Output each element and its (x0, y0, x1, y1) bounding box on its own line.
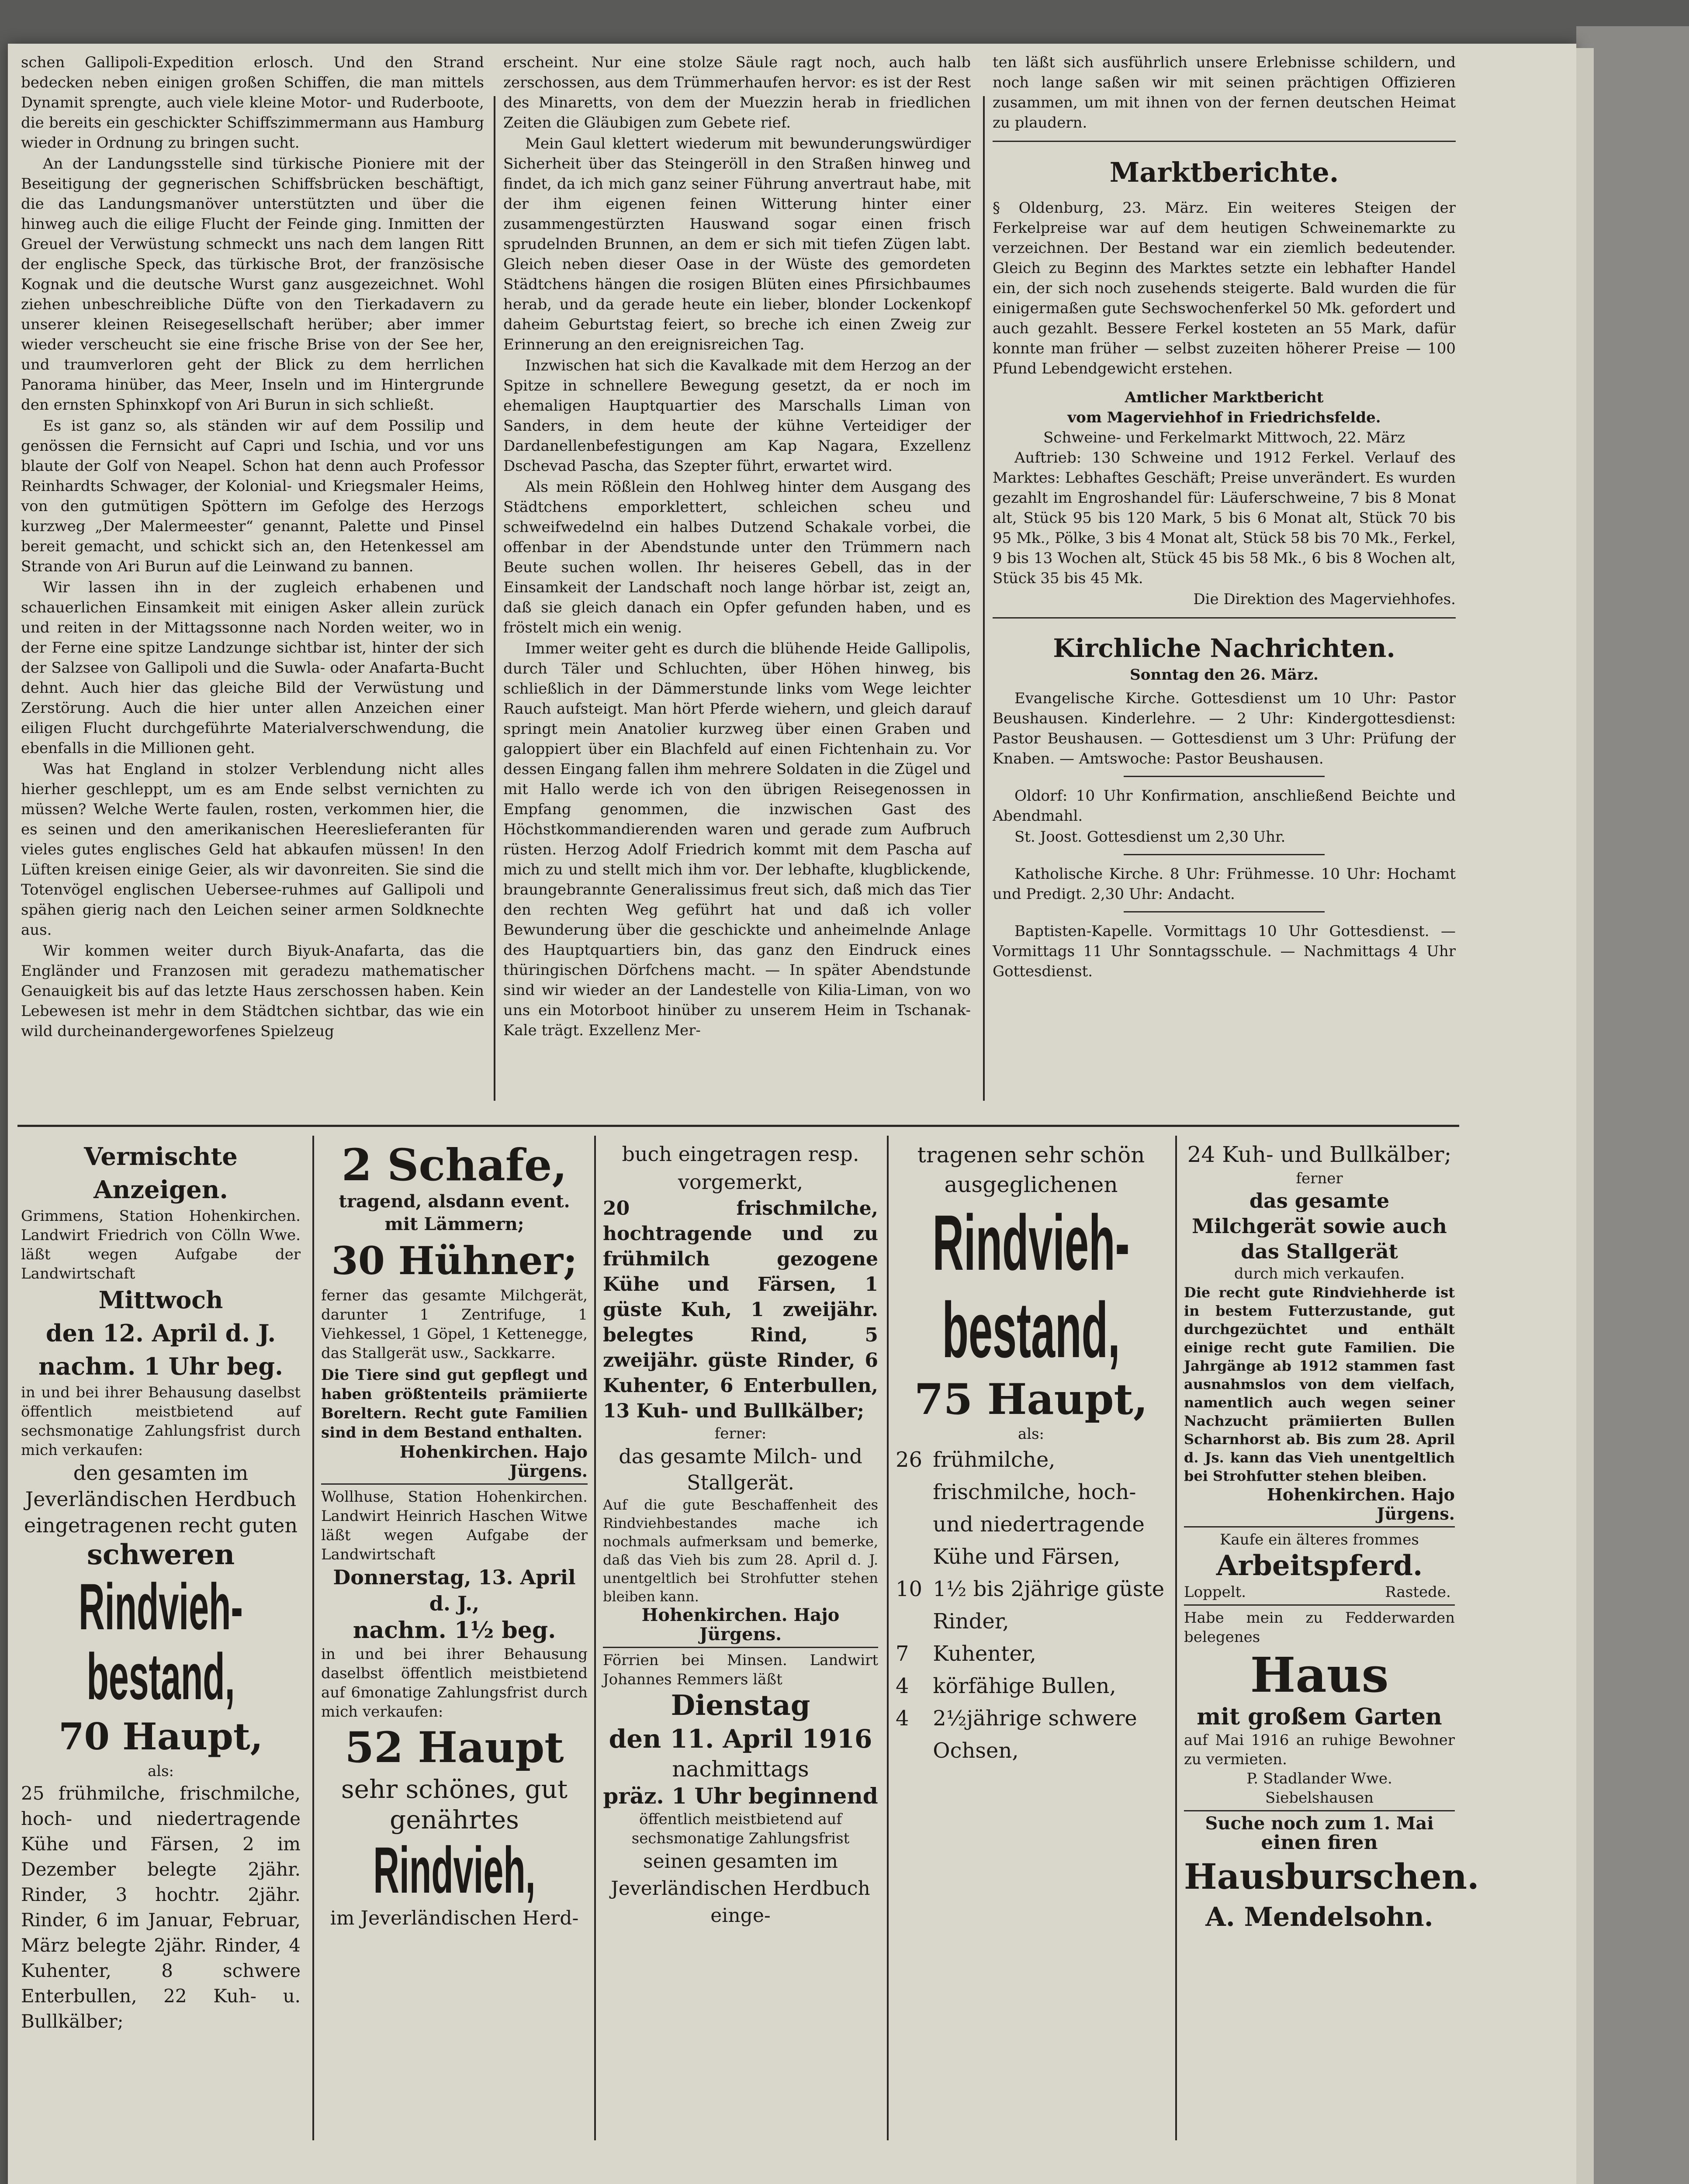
auction-ad-1 (21, 1140, 301, 2034)
ad-big-text: bestand, (87, 1640, 235, 1713)
ad-item (896, 1573, 1166, 1638)
auction-ad-3 (603, 1140, 878, 1929)
ad-big-text: Hausburschen. (1184, 1856, 1479, 1897)
ad-signature: A. Mendelsohn. (1205, 1902, 1433, 1932)
ad-big-text: Arbeitspferd. (1216, 1549, 1423, 1582)
auction-ad-2 (321, 1140, 588, 1932)
church-date: Sonntag den 26. März. (1130, 666, 1319, 684)
ad-day: Dienstag (671, 1689, 810, 1722)
ad-divider (1175, 1136, 1177, 2140)
ad-time: nachmittags (672, 1756, 809, 1782)
ad-separator (321, 1483, 588, 1485)
ad-divider (312, 1136, 314, 2140)
ad-text: im Jeverländischen Herd- (330, 1907, 579, 1929)
section-divider (993, 141, 1456, 142)
ad-item-text: körfähige Bullen, (933, 1674, 1116, 1698)
article-paragraph: Immer weiter geht es durch die blühende Heide Gallipolis, durch Täler und Schluchten, über Höhen hinweg, bis schließlich in der Dämmerstunde links vom Wege leichter Rauch aufsteigt. Man hört Pferde wiehern, und gleich darauf springt mein Anatolier kurzweg über einen Graben und galoppiert über ein Blachfeld auf einen Fichtenhain zu. Vor dessen Eingang fallen ihm mehrere Soldaten in die Zügel und mit Hallo werde ich von den übrigen Reisegenossen in Empfang genommen, die inzwischen Gast des Höchstkommandierenden waren und gerade zum Aufbruch rüsten. Herzog Adolf Friedrich kommt mit dem Pascha auf mich zu und stellt mich ihm vor. Der lebhafte, klugblickende, braungebrannte Generalissimus freut sich, daß mich das Tier den rechten Weg geführt hat und daß ich voller Bewunderung über die geschickte und anheimelnde Anlage des Hauptquartiers bin, das ganz den Eindruck eines thüringischen Dörfchens macht. — In später Abendstunde sind wir wieder an der Landestelle von Kilia-Liman, von wo uns ein Motorboot hinüber zu unserem Heim in Tschanak-Kale trägt. Exzellenz Mer- (503, 640, 971, 1039)
church-paragraph: Evangelische Kirche. Gottesdienst um 10 Uhr: Pastor Beushausen. Kinderlehre. — 2 Uhr: Kindergottesdienst: Pastor Beushausen. — Gottesdienst um 3 Uhr: Prüfung der Knaben. — Amtswoche: Pastor Beushausen. (993, 690, 1456, 767)
ads-heading: Vermischte Anzeigen. (84, 1142, 238, 1204)
section-divider (1124, 911, 1325, 912)
ad-divider (594, 1136, 596, 2140)
ad-day: Mittwoch (98, 1286, 223, 1314)
ad-text: Die recht gute Rindviehherde ist in bestem Futterzustande, gut durchgezüchtet und enthält einige recht gute Familien. Die Jahrgänge ab 1912 stammen fast ausnahmslos von dem vielfach, namentlich auch wegen seiner Nachzucht prämiierten Bullen Scharnhorst ab. Bis zum 28. April d. Js. kann das Vieh unentgeltlich bei Strohfutter stehen bleiben. (1184, 1284, 1455, 1484)
ad-text: Suche noch zum 1. Mai (1205, 1813, 1434, 1834)
article-paragraph: ten läßt sich ausführlich unsere Erlebnisse schildern, und noch lange saßen wir mit seinen prächtigen Offizieren zusammen, um mit ihnen von der fernen deutschen Heimat zu plaudern. (993, 54, 1456, 131)
church-paragraph: Baptisten-Kapelle. Vormittags 10 Uhr Gottesdienst. — Vormittags 11 Uhr Sonntagsschule. — Nachmittags 4 Uhr Gottesdienst. (993, 923, 1456, 980)
ad-item (896, 1638, 1166, 1670)
ad-time: nachm. 1 Uhr beg. (38, 1352, 283, 1380)
article-column-2 (503, 52, 971, 1041)
ad-item (896, 1444, 1166, 1573)
ad-date: den 12. April d. J. (45, 1319, 276, 1347)
ad-item (896, 1702, 1166, 1767)
ad-text: Habe mein zu Fedderwarden belegenes (1184, 1609, 1455, 1646)
ad-text: durch mich verkaufen. (1234, 1265, 1405, 1282)
ad-text: als: (1018, 1425, 1045, 1443)
ad-text: den gesamten im Jeverländischen Herdbuch eingetragenen recht guten (24, 1461, 298, 1537)
ad-big-text: 30 Hühner; (331, 1238, 578, 1283)
article-paragraph: Inzwischen hat sich die Kavalkade mit dem Herzog an der Spitze in schnellere Bewegung gesetzt, da er noch im ehemaligen Hauptquartier des Marschalls Liman von Sanders, in dem heute der kühne Verteidiger der Dardanellenbefestigungen am Kap Nagara, Exzellenz Dschevad Pascha, das Szepter führt, erwartet wird. (503, 357, 971, 475)
ad-text: Rastede. (1385, 1583, 1451, 1601)
ad-text: ferner: (714, 1425, 767, 1442)
ad-time: präz. 1 Uhr beginnend (603, 1783, 878, 1809)
ad-text: einen firen (1261, 1832, 1378, 1854)
church-paragraph: St. Joost. Gottesdienst um 2,30 Uhr. (1014, 828, 1286, 846)
ad-item-number: 7 (896, 1641, 909, 1666)
church-heading: Kirchliche Nachrichten. (1053, 633, 1395, 663)
ads-divider (17, 1125, 1459, 1127)
article-column-1 (21, 52, 484, 1042)
ad-separator (1184, 1604, 1455, 1606)
ad-item-text: Kuhenter, (933, 1641, 1036, 1666)
ad-big-text: 2 Schafe, (341, 1139, 568, 1191)
church-paragraph: Katholische Kirche. 8 Uhr: Frühmesse. 10 Uhr: Hochamt und Predigt. 2,30 Uhr: Andacht. (993, 865, 1456, 903)
ad-text: in und bei ihrer Behausung daselbst öffentlich meistbietend auf sechsmonatige Zahlungsfrist durch mich verkaufen: (21, 1384, 301, 1459)
ad-big-text: Rindvieh- (932, 1199, 1130, 1287)
ad-text: Loppelt. (1184, 1583, 1246, 1601)
ad-big-text: bestand, (942, 1286, 1120, 1374)
market-subheading: Amtlicher Marktbericht (1125, 389, 1324, 406)
ad-separator (603, 1647, 878, 1648)
ad-count: 70 Haupt, (59, 1715, 263, 1758)
news-column-3 (993, 52, 1456, 982)
auction-ad-4 (896, 1140, 1166, 1767)
ad-text: Siebelshausen (1265, 1789, 1374, 1807)
ad-heading: 24 Kuh- und Bullkälber; (1187, 1142, 1452, 1167)
ad-signature: Hohenkirchen. Hajo Jürgens. (399, 1442, 588, 1481)
market-paragraph: Auftrieb: 130 Schweine und 1912 Ferkel. Verlauf des Marktes: Lebhaftes Geschäft; Preise unverändert. Es wurden gezahlt im Engroshandel für: Läuferschweine, 7 bis 8 Monat alt, Stück 95 bis 120 Mark, 5 bis 6 Monat alt, Stück 70 bis 95 Mk., Pölke, 3 bis 4 Monat alt, Stück 58 bis 70 Mk., Ferkel, 9 bis 13 Wochen alt, Stück 45 bis 58 Mk., 6 bis 8 Wochen alt, Stück 35 bis 45 Mk. (993, 449, 1456, 587)
ad-text: auf Mai 1916 an ruhige Bewohner zu vermieten. (1184, 1731, 1455, 1768)
ad-text: P. Stadlander Wwe. (1246, 1770, 1392, 1787)
article-paragraph: Mein Gaul klettert wiederum mit bewunderungswürdiger Sicherheit über das Steingeröll in den Straßen hinweg und findet, da ich mich ganz seiner Führung anvertraut habe, mit der ihm eigenen feinen Witterung hinter einer zusammengestürzten Hauswand sogar einen frisch sprudelnden Brunnen, an dem er sich mit tiefen Zügen labt. Gleich neben dieser Oase in der Wüste des gemordeten Städtchens hängen die rosigen Blüten eines Pfirsichbaumes herab, und da gerade heute ein lieber, blonder Lockenkopf daheim Geburtstag feiert, so breche ich einen Zweig zur Erinnerung an den ereignisreichen Tag. (503, 135, 971, 353)
ad-text: ferner (1296, 1170, 1343, 1187)
ad-divider (887, 1136, 889, 2140)
ad-item-text: 2½jährige schwere Ochsen, (933, 1706, 1137, 1763)
ad-text: 20 frischmilche, hochtragende und zu frühmilch gezogene Kühe und Färsen, 1 güste Kuh, 1 zweijähr. belegtes Rind, 5 zweijähr. güste Rinder, 6 Kuhenter, 6 Enterbullen, 13 Kuh- und Bullkälber; (603, 1197, 878, 1422)
ad-text: mit großem Garten (1197, 1704, 1442, 1730)
ad-text: tragend, alsdann event. mit Lämmern; (339, 1191, 570, 1234)
market-subheading: Schweine- und Ferkelmarkt Mittwoch, 22. März (1043, 429, 1405, 446)
ad-text: schweren (87, 1538, 235, 1571)
ad-big-text: Haus (1250, 1647, 1389, 1703)
ad-text: das gesamte Milchgerät sowie auch das Stallgerät (1192, 1189, 1447, 1263)
ad-count: 75 Haupt, (914, 1375, 1148, 1424)
ad-text: Kaufe ein älteres frommes (1220, 1531, 1419, 1548)
ad-time: nachm. 1½ beg. (353, 1617, 556, 1644)
ad-separator (1184, 1810, 1455, 1811)
ad-item-number: 4 (896, 1674, 909, 1698)
ad-item-number: 10 (896, 1577, 923, 1601)
ad-text: Grimmens, Station Hohenkirchen. Landwirt Friedrich von Cölln Wwe. läßt wegen Aufgabe der Landwirtschaft (21, 1207, 301, 1282)
ad-text: in und bei ihrer Behausung daselbst öffentlich meistbietend auf 6monatige Zahlungsfrist durch mich verkaufen: (321, 1645, 588, 1721)
article-paragraph: Wir lassen ihn in der zugleich erhabenen und schauerlichen Einsamkeit mit einigen Asker allein zurück und reiten in der Mittagssonne nach Norden weiter, wo in der Ferne eine spitze Landzunge sichtbar ist, hinter der sich der Salzsee von Gallipoli und die Suwla- oder Anafarta-Bucht dehnt. Auch hier das gleiche Bild der Verwüstung und Zerstörung. Auch die hier unter allen Anzeichen einer eiligen Flucht durchgeführte Materialverschwendung, die ebenfalls in die Millionen geht. (21, 579, 484, 757)
ad-text: sehr schönes, gut genährtes (341, 1774, 568, 1835)
ad-text: öffentlich meistbietend auf sechsmonatige Zahlungsfrist (631, 1811, 850, 1847)
ad-item-text: 1½ bis 2jährige güste Rinder, (933, 1577, 1165, 1634)
market-heading: Marktberichte. (1109, 156, 1339, 188)
ad-item-number: 4 (896, 1706, 909, 1731)
ad-text (1184, 1583, 1455, 1602)
ad-item-number: 26 (896, 1448, 923, 1472)
ad-item-text: frühmilche, frischmilche, hoch- und niedertragende Kühe und Färsen, (933, 1448, 1145, 1569)
market-signature: Die Direktion des Magerviehhofes. (1193, 591, 1456, 608)
ad-text: Die Tiere sind gut gepflegt und haben größtenteils prämiierte Boreltern. Recht gute Familien sind in dem Bestand enthalten. (321, 1366, 588, 1441)
ad-text: buch eingetragen resp. vorgemerkt, (622, 1142, 859, 1194)
article-paragraph: schen Gallipoli-Expedition erlosch. Und den Strand bedecken neben einigen großen Schiffen, die man mittels Dynamit sprengte, auch viele kleine Motor- und Ruderboote, die bereits ein geschickter Schiffszimmermann aus Hamburg wieder in Ordnung zu bringen sucht. (21, 54, 484, 152)
article-paragraph: erscheint. Nur eine stolze Säule ragt noch, auch halb zerschossen, aus dem Trümmerhaufen hervor: es ist der Rest des Minaretts, von dem der Muezzin herab in friedlichen Zeiten die Gläubigen zum Gebete rief. (503, 54, 971, 131)
article-paragraph: Als mein Rößlein den Hohlweg hinter dem Ausgang des Städtchens emporklettert, schleichen scheu und schweifwedelnd ein halbes Dutzend Schakale vorbei, die offenbar in der Abendstunde unter den Trümmern nach Beute suchen wollen. Ihr heiseres Gebell, das in der Einsamkeit der Landschaft noch lange hörbar ist, zeigt an, daß sie gleich danach ein Opfer gefunden haben, und es fröstelt mich ein wenig. (503, 478, 971, 636)
ad-text: das gesamte Milch- und Stallgerät. (619, 1444, 862, 1494)
ad-text: Auf die gute Beschaffenheit des Rindviehbestandes mache ich nochmals aufmerksam und bemerke, daß das Vieh bis zum 28. April d. J. unentgeltlich bei Strohfutter stehen bleiben kann. (603, 1496, 878, 1605)
ad-date: den 11. April 1916 (609, 1724, 872, 1754)
ad-date: Donnerstag, 13. April d. J., (333, 1565, 576, 1615)
ad-signature: Hohenkirchen. Hajo Jürgens. (1267, 1485, 1455, 1524)
ad-text: 25 frühmilche, frischmilche, hoch- und niedertragende Kühe und Färsen, 2 im Dezember belegte 2jähr. Rinder, 3 hochtr. 2jähr. Rinder, 6 im Januar, Februar, März belegte 2jähr. Rinder, 4 Kuhenter, 8 schwere Enterbullen, 22 Kuh- u. Bullkälber; (21, 1783, 301, 2032)
ad-big-text: Rindvieh- (79, 1570, 243, 1643)
ad-item (896, 1670, 1166, 1702)
article-paragraph: Wir kommen weiter durch Biyuk-Anafarta, das die Engländer und Franzosen mit geradezu mathematischer Genauigkeit bis auf das letzte Haus zerschossen haben. Kein Lebewesen ist mehr in dem Städtchen sichtbar, das wie ein wild durcheinandergeworfenes Spielzeug (21, 942, 484, 1040)
auction-ad-5 (1184, 1140, 1479, 1934)
market-paragraph: § Oldenburg, 23. März. Ein weiteres Steigen der Ferkelpreise war auf dem heutigen Schweinemarkte zu verzeichnen. Der Bestand war ein ziemlich bedeutender. Gleich zu Beginn des Marktes setzte ein lebhafter Handel ein, der sich noch zusehends steigerte. Bald wurden die für einigermaßen gute Sechswochenferkel 50 Mk. gefordert und auch gezahlt. Bessere Ferkel kosteten an 55 Mark, dafür konnte man früher — selbst zuzeiten höherer Preise — 100 Pfund Lebendgewicht erstehen. (993, 199, 1456, 377)
section-divider (1124, 854, 1325, 855)
article-paragraph: Was hat England in stolzer Verblendung nicht alles hierher geschleppt, um es am Ende selbst vernichten zu müssen? Welche Werte faulen, rosten, verkommen hier, die es seinen und den amerikanischen Heereslieferanten für vieles gutes englisches Geld hat abkaufen müssen! In den Lüften kreisen einige Geier, als wir davonreiten. Sie sind die Totenvögel englischen Uebersee-ruhmes auf Gallipoli und spähen gierig nach den Leichen seiner armen Soldknechte aus. (21, 760, 484, 939)
section-divider (993, 617, 1456, 619)
ad-text: Förrien bei Minsen. Landwirt Johannes Remmers läßt (603, 1652, 878, 1688)
ad-signature: Hohenkirchen. Hajo Jürgens. (641, 1605, 840, 1645)
ad-text: Wollhuse, Station Hohenkirchen. Landwirt Heinrich Haschen Witwe läßt wegen Aufgabe der Landwirtschaft (321, 1488, 588, 1563)
ad-separator (1184, 1526, 1455, 1527)
column-divider (983, 96, 985, 1101)
page-edge (1576, 48, 1594, 2184)
ad-text: tragenen sehr schön ausgeglichenen (917, 1142, 1145, 1197)
ad-text: seinen gesamten im Jeverländischen Herdbuch einge- (611, 1850, 870, 1927)
church-paragraph: Oldorf: 10 Uhr Konfirmation, anschließend Beichte und Abendmahl. (993, 787, 1456, 825)
section-divider (1124, 776, 1325, 777)
article-paragraph: Es ist ganz so, als ständen wir auf dem Possilip und genössen die Fernsicht auf Capri und Ischia, und vor uns blaute der Golf von Neapel. Schon hat denn auch Professor Reinhardts Schwager, der Kolonial- und Kriegsmaler Heims, von den gutmütigen Spöttern im Gefolge des Herzogs kurzweg „Der Malermeester“ genannt, Palette und Pinsel bereit gemacht, und schickt sich an, den Hetenkessel am Strande von Ari Burun auf die Leinwand zu bannen. (21, 417, 484, 575)
market-subheading: vom Magerviehhof in Friedrichsfelde. (1067, 409, 1381, 426)
article-paragraph: An der Landungsstelle sind türkische Pioniere mit der Beseitigung der gegnerischen Schiffsbrücken beschäftigt, die das Landungsmanöver unterstützten und über die hinweg auch die eilige Flucht der Feinde ging. Inmitten der Greuel der Verwüstung schmeckt uns nach dem langen Ritt der englische Speck, das türkische Brot, der französische Kognak und die deutsche Wurst ganz ausgezeichnet. Wohl ziehen unbeschreibliche Düfte von den Tierkadavern zu unserer kleinen Reisegesellschaft herüber; aber immer wieder verscheucht sie eine frische Brise von der See her, und traumverloren geht der Blick zu dem herrlichen Panorama hinüber, das Meer, Inseln und im Hintergrunde den ernsten Sphinxkopf von Ari Burun in sich schließt. (21, 155, 484, 414)
ad-big-text: Rindvieh, (373, 1833, 536, 1907)
column-divider (494, 96, 495, 1101)
ad-text: ferner das gesamte Milchgerät, darunter 1 Zentrifuge, 1 Viehkessel, 1 Göpel, 1 Kettenegge, das Stallgerät usw., Sackkarre. (321, 1287, 588, 1362)
ad-text: als: (147, 1762, 174, 1780)
ad-count: 52 Haupt (345, 1723, 564, 1772)
